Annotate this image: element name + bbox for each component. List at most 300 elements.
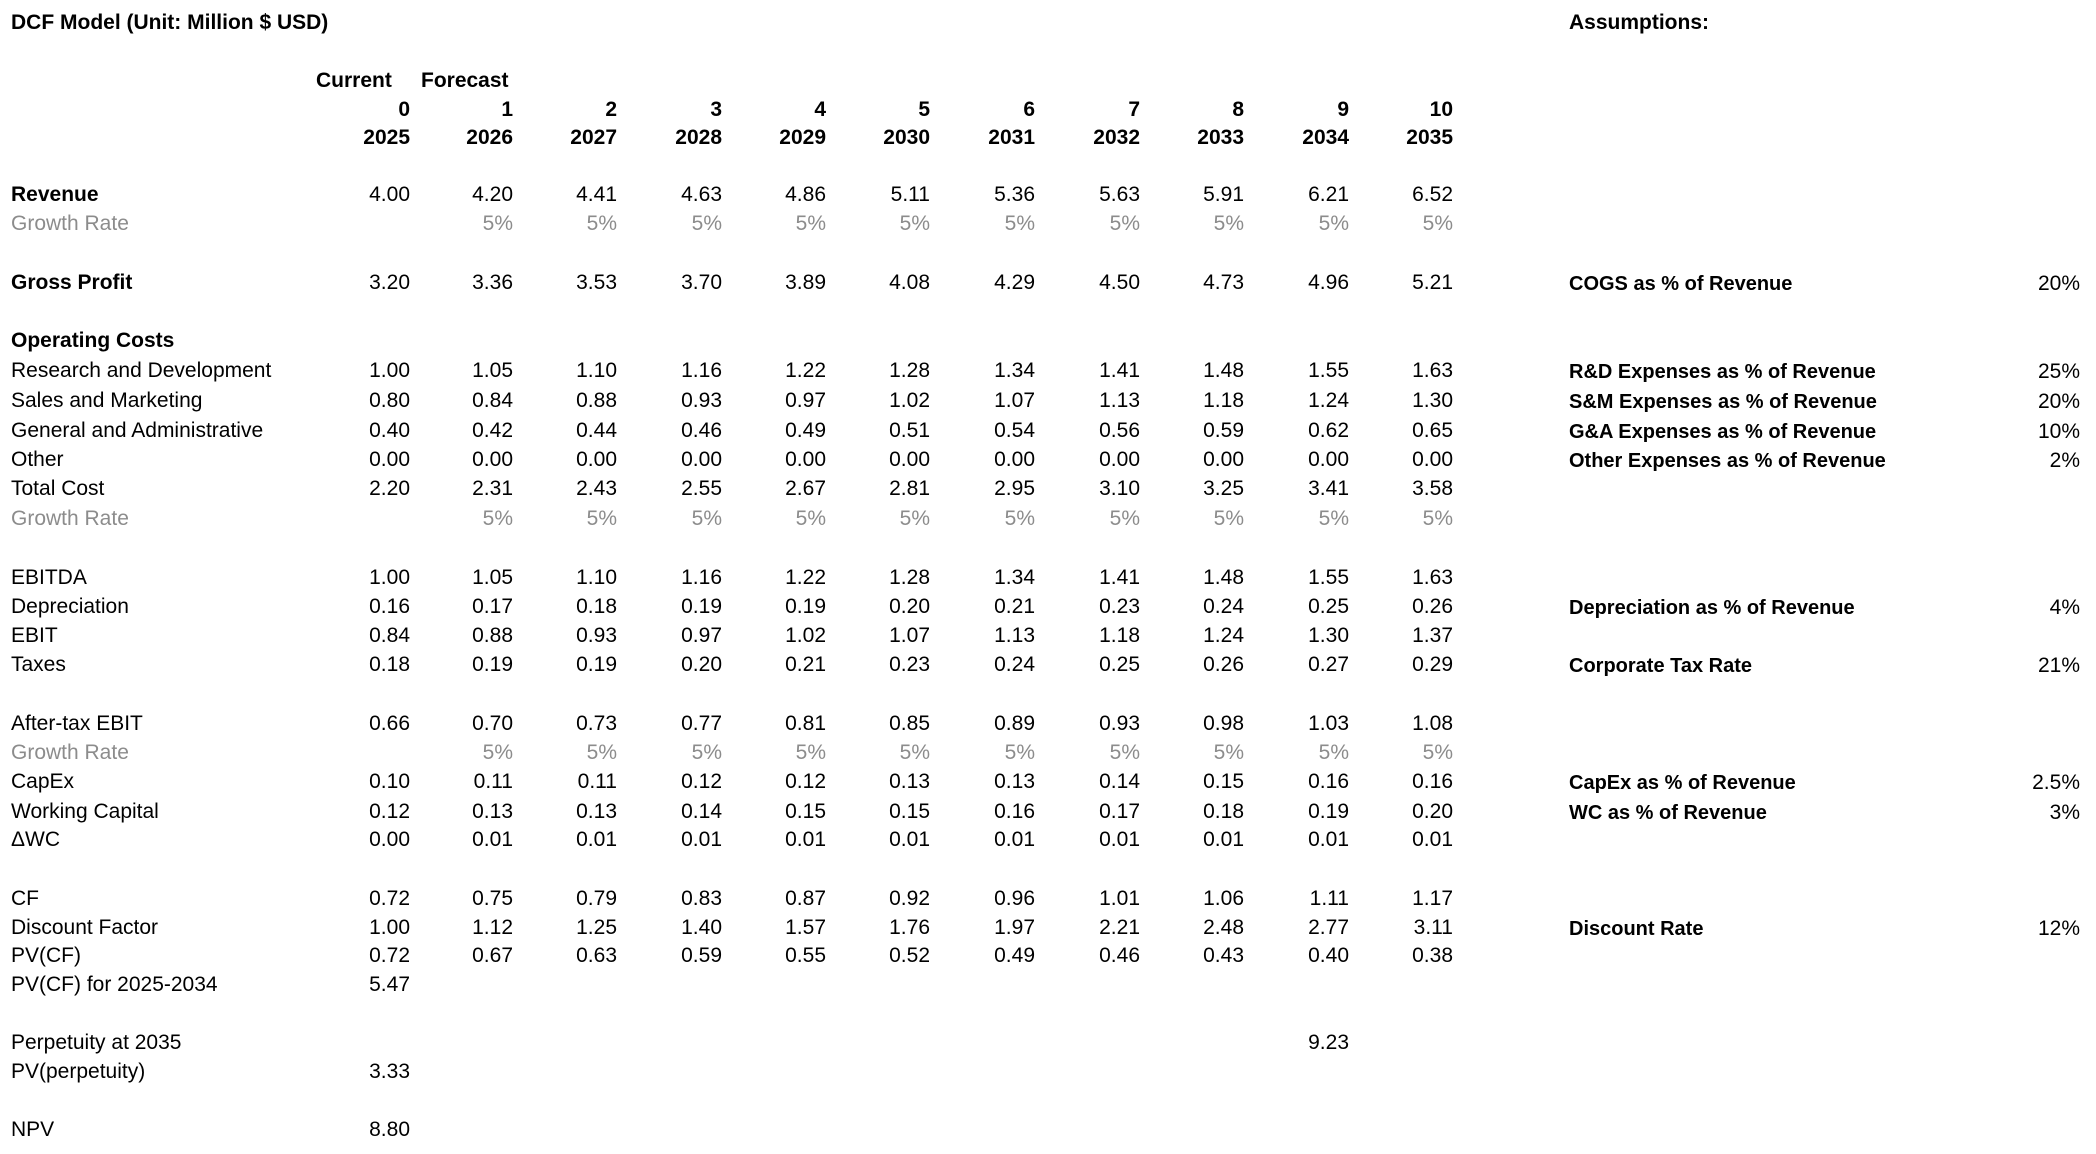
row-label: Discount Factor: [11, 916, 159, 939]
cell-value: 0.43: [1203, 944, 1244, 967]
cell-value: 2.20: [369, 477, 410, 500]
cell-value: 0.19: [576, 653, 617, 676]
assumption-label: S&M Expenses as % of Revenue: [1569, 391, 1877, 413]
assumption-value: 25%: [2037, 360, 2080, 383]
cell-value: 0.80: [369, 389, 410, 412]
cell-value: 0.98: [1203, 712, 1244, 735]
year-header: 2035: [1406, 126, 1453, 149]
assumption-value: 20%: [2037, 390, 2080, 413]
cell-value: 0.93: [576, 624, 617, 647]
cell-value: 1.18: [1099, 624, 1140, 647]
cell-value: 0.01: [576, 828, 617, 851]
cell-value: 0.51: [889, 419, 930, 442]
cell-value: 5%: [1318, 741, 1349, 764]
row-label: CF: [11, 887, 39, 910]
cell-value: 1.03: [1308, 712, 1349, 735]
cell-value: 1.41: [1099, 566, 1140, 589]
cell-value: 0.27: [1308, 653, 1349, 676]
cell-value: 1.10: [576, 359, 617, 382]
cell-value: 1.16: [681, 566, 722, 589]
cell-value: 5%: [1318, 507, 1349, 530]
cell-value: 5.91: [1203, 183, 1244, 206]
cell-value: 2.81: [889, 477, 930, 500]
cell-value: 2.77: [1308, 916, 1349, 939]
cell-value: 0.13: [576, 800, 617, 823]
cell-value: 0.42: [472, 419, 513, 442]
cell-value: 1.01: [1099, 887, 1140, 910]
year-header: 2027: [570, 126, 617, 149]
cell-value: 0.59: [1203, 419, 1244, 442]
cell-value: 0.63: [576, 944, 617, 967]
cell-value: 3.10: [1099, 477, 1140, 500]
cell-value: 5%: [1422, 507, 1453, 530]
row-label: Taxes: [11, 653, 66, 676]
cell-value: 0.97: [681, 624, 722, 647]
cell-value: 0.93: [681, 389, 722, 412]
cell-value: 0.19: [785, 595, 826, 618]
cell-value: 0.26: [1412, 595, 1453, 618]
cell-value: 0.23: [889, 653, 930, 676]
cell-value: 0.97: [785, 389, 826, 412]
cell-value: 5%: [1109, 507, 1140, 530]
cell-value: 2.95: [994, 477, 1035, 500]
cell-value: 0.88: [472, 624, 513, 647]
assumption-value: 10%: [2037, 420, 2080, 443]
cell-value: 0.14: [681, 800, 722, 823]
year-header: 2031: [988, 126, 1035, 149]
year-header: 2026: [466, 126, 513, 149]
cell-value: 0.00: [1203, 448, 1244, 471]
cell-value: 0.01: [994, 828, 1035, 851]
cell-value: 1.76: [889, 916, 930, 939]
cell-value: 4.73: [1203, 271, 1244, 294]
cell-value: 3.58: [1412, 477, 1453, 500]
cell-value: 4.96: [1308, 271, 1349, 294]
cell-value: 0.19: [1308, 800, 1349, 823]
cell-value: 1.13: [994, 624, 1035, 647]
cell-value: 0.49: [785, 419, 826, 442]
current-label: Current: [316, 69, 392, 92]
cell-value: 0.11: [577, 770, 617, 793]
cell-value: 0.38: [1412, 944, 1453, 967]
cell-value: 0.01: [681, 828, 722, 851]
assumption-value: 2.5%: [2032, 771, 2080, 794]
cell-value: 0.14: [1099, 770, 1140, 793]
row-label: Working Capital: [11, 800, 159, 823]
row-label: Operating Costs: [11, 329, 175, 352]
cell-value: 1.25: [576, 916, 617, 939]
row-label: Perpetuity at 2035: [11, 1031, 182, 1054]
row-label: Other: [11, 448, 64, 471]
cell-value: 5%: [1213, 212, 1244, 235]
cell-value: 0.00: [1308, 448, 1349, 471]
cell-value: 0.88: [576, 389, 617, 412]
cell-value: 1.07: [889, 624, 930, 647]
row-label: EBITDA: [11, 566, 87, 589]
cell-value: 0.67: [472, 944, 513, 967]
cell-value: 0.24: [1203, 595, 1244, 618]
cell-value: 0.46: [1099, 944, 1140, 967]
assumption-value: 4%: [2049, 596, 2080, 619]
cell-value: 5.47: [369, 973, 410, 996]
cell-value: 5%: [1422, 741, 1453, 764]
cell-value: 0.93: [1099, 712, 1140, 735]
cell-value: 1.16: [681, 359, 722, 382]
period-number: 7: [1128, 98, 1140, 121]
cell-value: 9.23: [1308, 1031, 1349, 1054]
cell-value: 2.21: [1099, 916, 1140, 939]
cell-value: 5%: [1004, 507, 1035, 530]
cell-value: 5%: [691, 741, 722, 764]
cell-value: 1.00: [369, 916, 410, 939]
cell-value: 5%: [1213, 507, 1244, 530]
year-header: 2034: [1302, 126, 1349, 149]
cell-value: 1.40: [681, 916, 722, 939]
cell-value: 5%: [691, 212, 722, 235]
row-label: PV(CF) for 2025-2034: [11, 973, 218, 996]
cell-value: 0.83: [681, 887, 722, 910]
cell-value: 0.56: [1099, 419, 1140, 442]
assumption-label: R&D Expenses as % of Revenue: [1569, 361, 1876, 383]
assumption-label: Depreciation as % of Revenue: [1569, 597, 1855, 619]
cell-value: 4.29: [994, 271, 1035, 294]
cell-value: 1.97: [994, 916, 1035, 939]
cell-value: 5.11: [890, 183, 930, 206]
cell-value: 0.96: [994, 887, 1035, 910]
cell-value: 5%: [899, 212, 930, 235]
cell-value: 0.25: [1308, 595, 1349, 618]
cell-value: 4.63: [681, 183, 722, 206]
cell-value: 1.08: [1412, 712, 1453, 735]
cell-value: 0.52: [889, 944, 930, 967]
assumption-label: G&A Expenses as % of Revenue: [1569, 421, 1877, 443]
cell-value: 3.11: [1413, 916, 1453, 939]
cell-value: 3.53: [576, 271, 617, 294]
cell-value: 5%: [1422, 212, 1453, 235]
cell-value: 1.00: [369, 566, 410, 589]
cell-value: 0.70: [472, 712, 513, 735]
cell-value: 0.00: [889, 448, 930, 471]
cell-value: 1.22: [785, 566, 826, 589]
cell-value: 0.16: [369, 595, 410, 618]
assumption-value: 20%: [2037, 272, 2080, 295]
cell-value: 0.40: [1308, 944, 1349, 967]
cell-value: 5%: [795, 507, 826, 530]
cell-value: 5%: [1318, 212, 1349, 235]
row-label: NPV: [11, 1118, 55, 1141]
year-header: 2030: [883, 126, 930, 149]
cell-value: 0.20: [681, 653, 722, 676]
cell-value: 0.01: [1412, 828, 1453, 851]
cell-value: 1.55: [1308, 359, 1349, 382]
cell-value: 0.16: [1412, 770, 1453, 793]
assumption-value: 3%: [2049, 801, 2080, 824]
year-header: 2028: [675, 126, 722, 149]
cell-value: 0.77: [681, 712, 722, 735]
cell-value: 0.85: [889, 712, 930, 735]
year-header: 2033: [1197, 126, 1244, 149]
cell-value: 5.36: [994, 183, 1035, 206]
forecast-label: Forecast: [421, 69, 509, 92]
cell-value: 5%: [1004, 212, 1035, 235]
cell-value: 1.48: [1203, 359, 1244, 382]
cell-value: 0.18: [576, 595, 617, 618]
cell-value: 0.20: [1412, 800, 1453, 823]
cell-value: 0.20: [889, 595, 930, 618]
cell-value: 0.12: [785, 770, 826, 793]
cell-value: 0.81: [785, 712, 826, 735]
row-label: General and Administrative: [11, 419, 264, 442]
cell-value: 6.52: [1412, 183, 1453, 206]
assumption-label: Discount Rate: [1569, 918, 1704, 940]
cell-value: 2.55: [681, 477, 722, 500]
cell-value: 1.30: [1412, 389, 1453, 412]
cell-value: 1.48: [1203, 566, 1244, 589]
cell-value: 0.15: [785, 800, 826, 823]
cell-value: 0.62: [1308, 419, 1349, 442]
cell-value: 0.01: [472, 828, 513, 851]
cell-value: 5%: [1004, 741, 1035, 764]
cell-value: 4.00: [369, 183, 410, 206]
cell-value: 0.18: [1203, 800, 1244, 823]
row-label: After-tax EBIT: [11, 712, 143, 735]
cell-value: 1.06: [1203, 887, 1244, 910]
cell-value: 0.18: [369, 653, 410, 676]
cell-value: 1.41: [1099, 359, 1140, 382]
cell-value: 0.25: [1099, 653, 1140, 676]
cell-value: 0.16: [994, 800, 1035, 823]
assumptions-title: Assumptions:: [1569, 11, 1710, 34]
cell-value: 5%: [482, 507, 513, 530]
cell-value: 5%: [899, 507, 930, 530]
row-label: CapEx: [11, 770, 75, 793]
cell-value: 0.40: [369, 419, 410, 442]
cell-value: 3.20: [369, 271, 410, 294]
cell-value: 1.13: [1099, 389, 1140, 412]
row-label: Depreciation: [11, 595, 129, 618]
cell-value: 0.19: [472, 653, 513, 676]
cell-value: 0.84: [472, 389, 513, 412]
assumption-value: 2%: [2049, 449, 2080, 472]
cell-value: 1.02: [785, 624, 826, 647]
period-number: 0: [398, 98, 410, 121]
cell-value: 0.12: [681, 770, 722, 793]
cell-value: 0.13: [889, 770, 930, 793]
cell-value: 0.55: [785, 944, 826, 967]
cell-value: 5.63: [1099, 183, 1140, 206]
period-number: 2: [605, 98, 617, 121]
cell-value: 3.36: [472, 271, 513, 294]
page-title: DCF Model (Unit: Million $ USD): [11, 11, 329, 34]
cell-value: 0.00: [576, 448, 617, 471]
cell-value: 0.00: [681, 448, 722, 471]
cell-value: 0.26: [1203, 653, 1244, 676]
row-label: EBIT: [11, 624, 58, 647]
cell-value: 2.67: [785, 477, 826, 500]
cell-value: 0.75: [472, 887, 513, 910]
cell-value: 0.29: [1412, 653, 1453, 676]
cell-value: 0.89: [994, 712, 1035, 735]
cell-value: 0.01: [889, 828, 930, 851]
cell-value: 0.00: [1099, 448, 1140, 471]
cell-value: 1.28: [889, 566, 930, 589]
cell-value: 0.13: [994, 770, 1035, 793]
assumption-value: 12%: [2037, 917, 2080, 940]
year-header: 2032: [1093, 126, 1140, 149]
cell-value: 5%: [482, 212, 513, 235]
cell-value: 0.00: [994, 448, 1035, 471]
cell-value: 0.24: [994, 653, 1035, 676]
cell-value: 1.57: [785, 916, 826, 939]
cell-value: 0.12: [369, 800, 410, 823]
cell-value: 0.66: [369, 712, 410, 735]
cell-value: 0.10: [369, 770, 410, 793]
cell-value: 1.63: [1412, 359, 1453, 382]
cell-value: 2.43: [576, 477, 617, 500]
cell-value: 4.08: [889, 271, 930, 294]
cell-value: 0.13: [472, 800, 513, 823]
cell-value: 0.00: [472, 448, 513, 471]
cell-value: 0.01: [1203, 828, 1244, 851]
cell-value: 0.59: [681, 944, 722, 967]
assumption-label: CapEx as % of Revenue: [1569, 772, 1796, 794]
cell-value: 0.84: [369, 624, 410, 647]
cell-value: 1.05: [472, 359, 513, 382]
period-number: 5: [918, 98, 930, 121]
cell-value: 4.86: [785, 183, 826, 206]
cell-value: 0.21: [994, 595, 1035, 618]
row-label: Growth Rate: [11, 212, 129, 235]
cell-value: 1.00: [369, 359, 410, 382]
year-header: 2025: [363, 126, 410, 149]
cell-value: 5%: [1213, 741, 1244, 764]
cell-value: 0.92: [889, 887, 930, 910]
cell-value: 5%: [899, 741, 930, 764]
row-label: ΔWC: [11, 828, 61, 851]
cell-value: 5.21: [1412, 271, 1453, 294]
period-number: 4: [814, 98, 826, 121]
cell-value: 5%: [586, 212, 617, 235]
row-label: PV(perpetuity): [11, 1060, 146, 1083]
assumption-label: Other Expenses as % of Revenue: [1569, 450, 1886, 472]
cell-value: 1.55: [1308, 566, 1349, 589]
cell-value: 0.54: [994, 419, 1035, 442]
cell-value: 1.11: [1309, 887, 1349, 910]
assumption-value: 21%: [2037, 654, 2080, 677]
row-label: Growth Rate: [11, 741, 129, 764]
cell-value: 0.49: [994, 944, 1035, 967]
row-label: PV(CF): [11, 944, 81, 967]
cell-value: 0.72: [369, 944, 410, 967]
cell-value: 1.28: [889, 359, 930, 382]
cell-value: 1.24: [1203, 624, 1244, 647]
cell-value: 0.17: [472, 595, 513, 618]
cell-value: 5%: [1109, 212, 1140, 235]
cell-value: 0.01: [1099, 828, 1140, 851]
cell-value: 6.21: [1308, 183, 1349, 206]
cell-value: 0.16: [1308, 770, 1349, 793]
cell-value: 3.41: [1308, 477, 1349, 500]
period-number: 1: [501, 98, 513, 121]
cell-value: 0.19: [681, 595, 722, 618]
cell-value: 1.05: [472, 566, 513, 589]
cell-value: 1.10: [576, 566, 617, 589]
cell-value: 0.73: [576, 712, 617, 735]
cell-value: 0.00: [1412, 448, 1453, 471]
cell-value: 0.65: [1412, 419, 1453, 442]
cell-value: 0.11: [473, 770, 513, 793]
cell-value: 1.34: [994, 566, 1035, 589]
cell-value: 0.87: [785, 887, 826, 910]
row-label: Revenue: [11, 183, 99, 206]
cell-value: 5%: [1109, 741, 1140, 764]
row-label: Total Cost: [11, 477, 105, 500]
period-number: 10: [1429, 98, 1453, 121]
cell-value: 5%: [586, 507, 617, 530]
cell-value: 5%: [586, 741, 617, 764]
cell-value: 4.20: [472, 183, 513, 206]
cell-value: 5%: [795, 212, 826, 235]
cell-value: 3.33: [369, 1060, 410, 1083]
cell-value: 5%: [795, 741, 826, 764]
cell-value: 5%: [691, 507, 722, 530]
cell-value: 1.24: [1308, 389, 1349, 412]
cell-value: 8.80: [369, 1118, 410, 1141]
cell-value: 0.00: [369, 448, 410, 471]
cell-value: 2.31: [472, 477, 513, 500]
cell-value: 1.22: [785, 359, 826, 382]
row-label: Sales and Marketing: [11, 389, 203, 412]
cell-value: 1.17: [1412, 887, 1453, 910]
cell-value: 4.50: [1099, 271, 1140, 294]
cell-value: 0.01: [1308, 828, 1349, 851]
assumption-label: Corporate Tax Rate: [1569, 655, 1753, 677]
period-number: 8: [1232, 98, 1244, 121]
cell-value: 2.48: [1203, 916, 1244, 939]
cell-value: 1.63: [1412, 566, 1453, 589]
cell-value: 0.23: [1099, 595, 1140, 618]
row-label: Research and Development: [11, 359, 272, 382]
cell-value: 3.89: [785, 271, 826, 294]
cell-value: 0.15: [1203, 770, 1244, 793]
cell-value: 0.17: [1099, 800, 1140, 823]
row-label: Gross Profit: [11, 271, 133, 294]
period-number: 6: [1023, 98, 1035, 121]
cell-value: 0.00: [369, 828, 410, 851]
cell-value: 4.41: [576, 183, 617, 206]
period-number: 9: [1337, 98, 1349, 121]
cell-value: 1.18: [1203, 389, 1244, 412]
cell-value: 0.15: [889, 800, 930, 823]
period-number: 3: [710, 98, 722, 121]
cell-value: 3.25: [1203, 477, 1244, 500]
cell-value: 0.00: [785, 448, 826, 471]
assumption-label: COGS as % of Revenue: [1569, 273, 1793, 295]
cell-value: 0.79: [576, 887, 617, 910]
cell-value: 1.07: [994, 389, 1035, 412]
row-label: Growth Rate: [11, 507, 129, 530]
cell-value: 0.72: [369, 887, 410, 910]
cell-value: 5%: [482, 741, 513, 764]
cell-value: 0.44: [576, 419, 617, 442]
cell-value: 0.01: [785, 828, 826, 851]
cell-value: 0.46: [681, 419, 722, 442]
assumption-label: WC as % of Revenue: [1569, 802, 1767, 824]
cell-value: 1.34: [994, 359, 1035, 382]
cell-value: 1.37: [1412, 624, 1453, 647]
year-header: 2029: [779, 126, 826, 149]
cell-value: 1.02: [889, 389, 930, 412]
